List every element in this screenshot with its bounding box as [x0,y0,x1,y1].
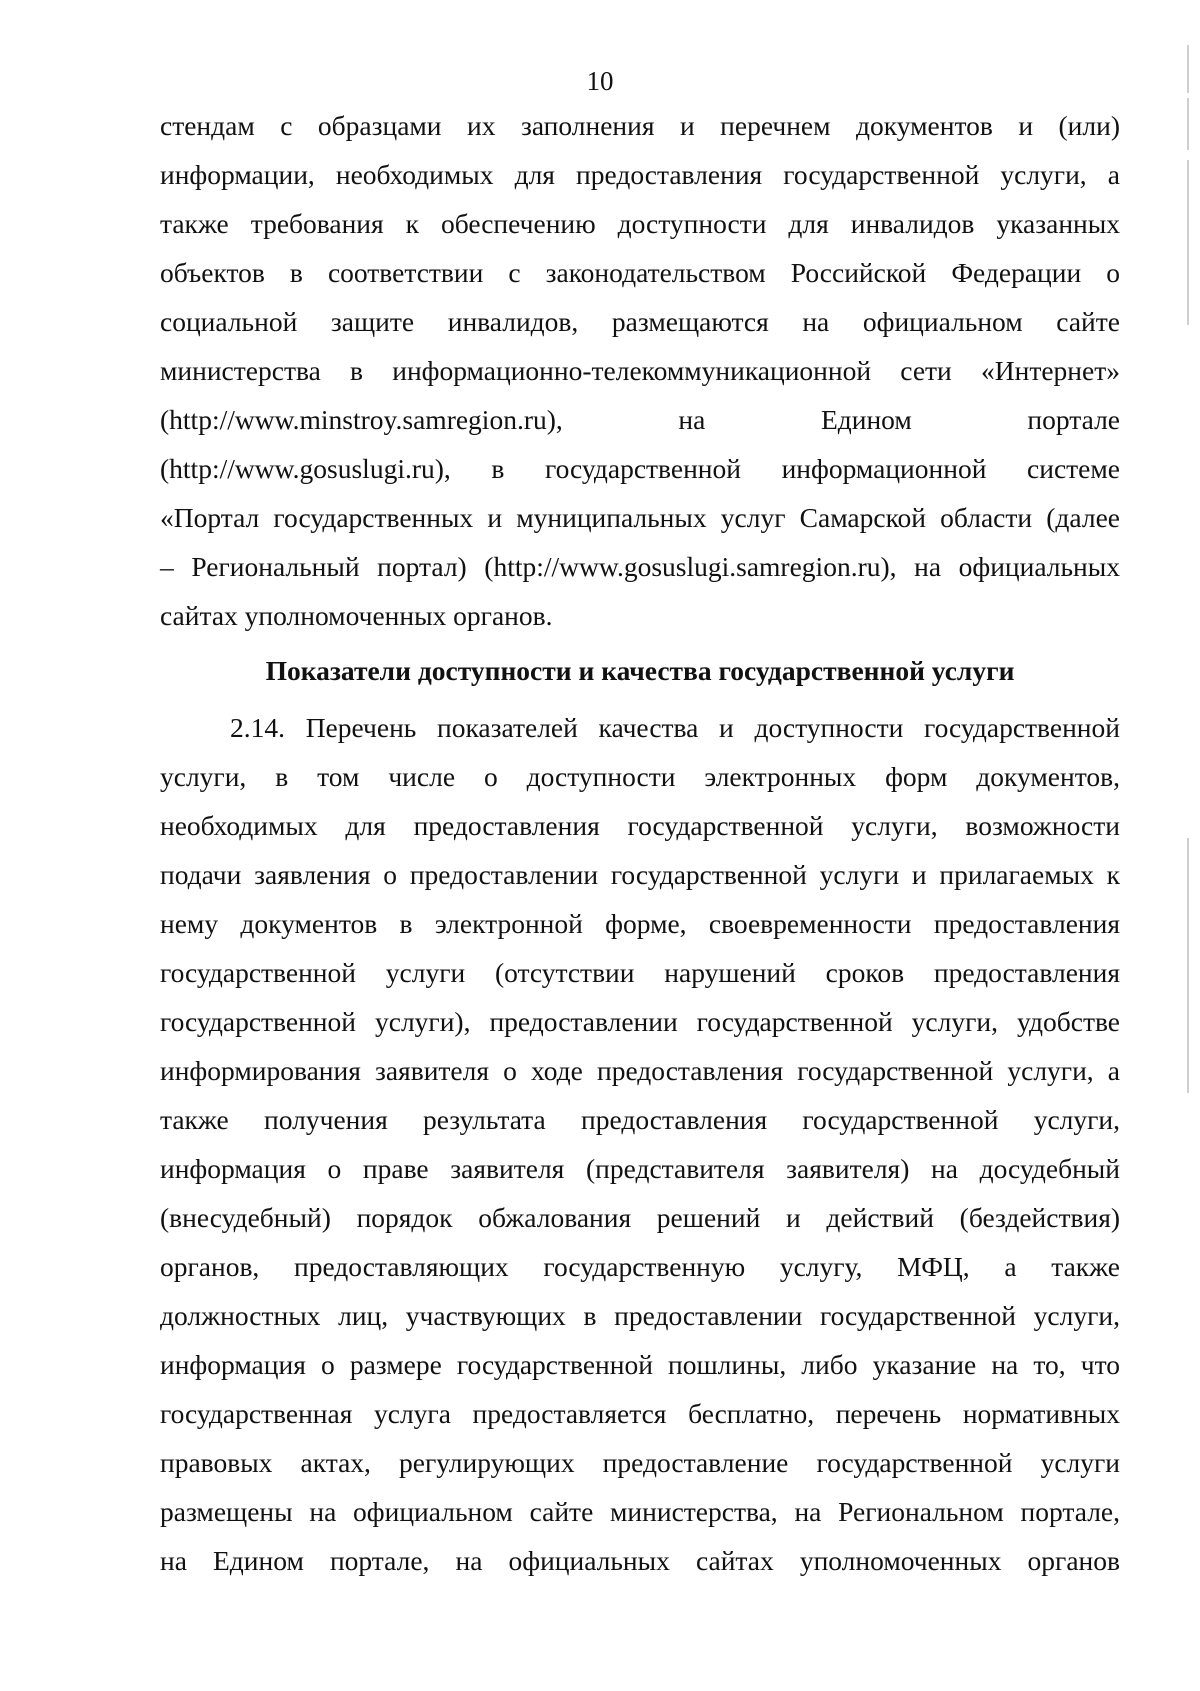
text-line: стендам с образцами их заполнения и перечнем документов и (или) [160,110,1120,141]
text-line: сайтах уполномоченных органов. [160,600,553,631]
text-line: министерства в информационно-телекоммуникационной сети «Интернет» [160,355,1120,386]
text-line: государственной услуги), предоставлении государственной услуги, удобстве [160,1006,1120,1037]
text-line: информирования заявителя о ходе предоставления государственной услуги, а [160,1055,1120,1086]
paragraph-2-14 [160,703,1120,1585]
text-line: на Едином портале, на официальных сайтах уполномоченных органов [160,1545,1120,1576]
text-line: также требования к обеспечению доступности для инвалидов указанных [160,208,1120,239]
text-line: услуги, в том числе о доступности электронных форм документов, [160,761,1120,792]
scan-edge-mark [1187,838,1189,1093]
text-line: – Региональный портал) (http://www.gosuslugi.samregion.ru), на официальных [160,551,1120,582]
text-line: должностных лиц, участвующих в предоставлении государственной услуги, [160,1300,1120,1331]
text-line: «Портал государственных и муниципальных услуг Самарской области (далее [160,502,1120,533]
scan-edge-mark [1187,98,1189,150]
text-line: также получения результата предоставления государственной услуги, [160,1104,1120,1135]
text-line: органов, предоставляющих государственную услугу, МФЦ, а также [160,1251,1120,1282]
text-line: (http://www.minstroy.samregion.ru), на Едином портале [160,404,1120,435]
text-line: правовых актах, регулирующих предоставление государственной услуги [160,1447,1120,1478]
text-line: необходимых для предоставления государственной услуги, возможности [160,810,1120,841]
text-line: государственной услуги (отсутствии нарушений сроков предоставления [160,957,1120,988]
document-body [160,101,1120,1585]
text-line: (http://www.gosuslugi.ru), в государственной информационной системе [160,453,1120,484]
section-heading: Показатели доступности и качества государственной услуги [265,655,1015,686]
text-line: размещены на официальном сайте министерства, на Региональном портале, [160,1496,1120,1527]
text-line: (внесудебный) порядок обжалования решений и действий (бездействия) [160,1202,1120,1233]
text-line: 2.14. Перечень показателей качества и доступности государственной [230,712,1120,743]
page-number: 10 [586,66,614,96]
text-line: государственная услуга предоставляется бесплатно, перечень нормативных [160,1398,1120,1429]
scan-edge-mark [1187,45,1189,93]
text-line: социальной защите инвалидов, размещаются на официальном сайте [160,306,1120,337]
text-line: нему документов в электронной форме, своевременности предоставления [160,908,1120,939]
text-line: подачи заявления о предоставлении государственной услуги и прилагаемых к [160,859,1120,890]
text-line: информация о размере государственной пошлины, либо указание на то, что [160,1349,1120,1380]
paragraph-continued [160,101,1120,640]
text-line: информация о праве заявителя (представителя заявителя) на досудебный [160,1153,1120,1184]
text-line: информации, необходимых для предоставления государственной услуги, а [160,159,1120,190]
scan-edge-mark [1187,160,1189,325]
text-line: объектов в соответствии с законодательством Российской Федерации о [160,257,1120,288]
